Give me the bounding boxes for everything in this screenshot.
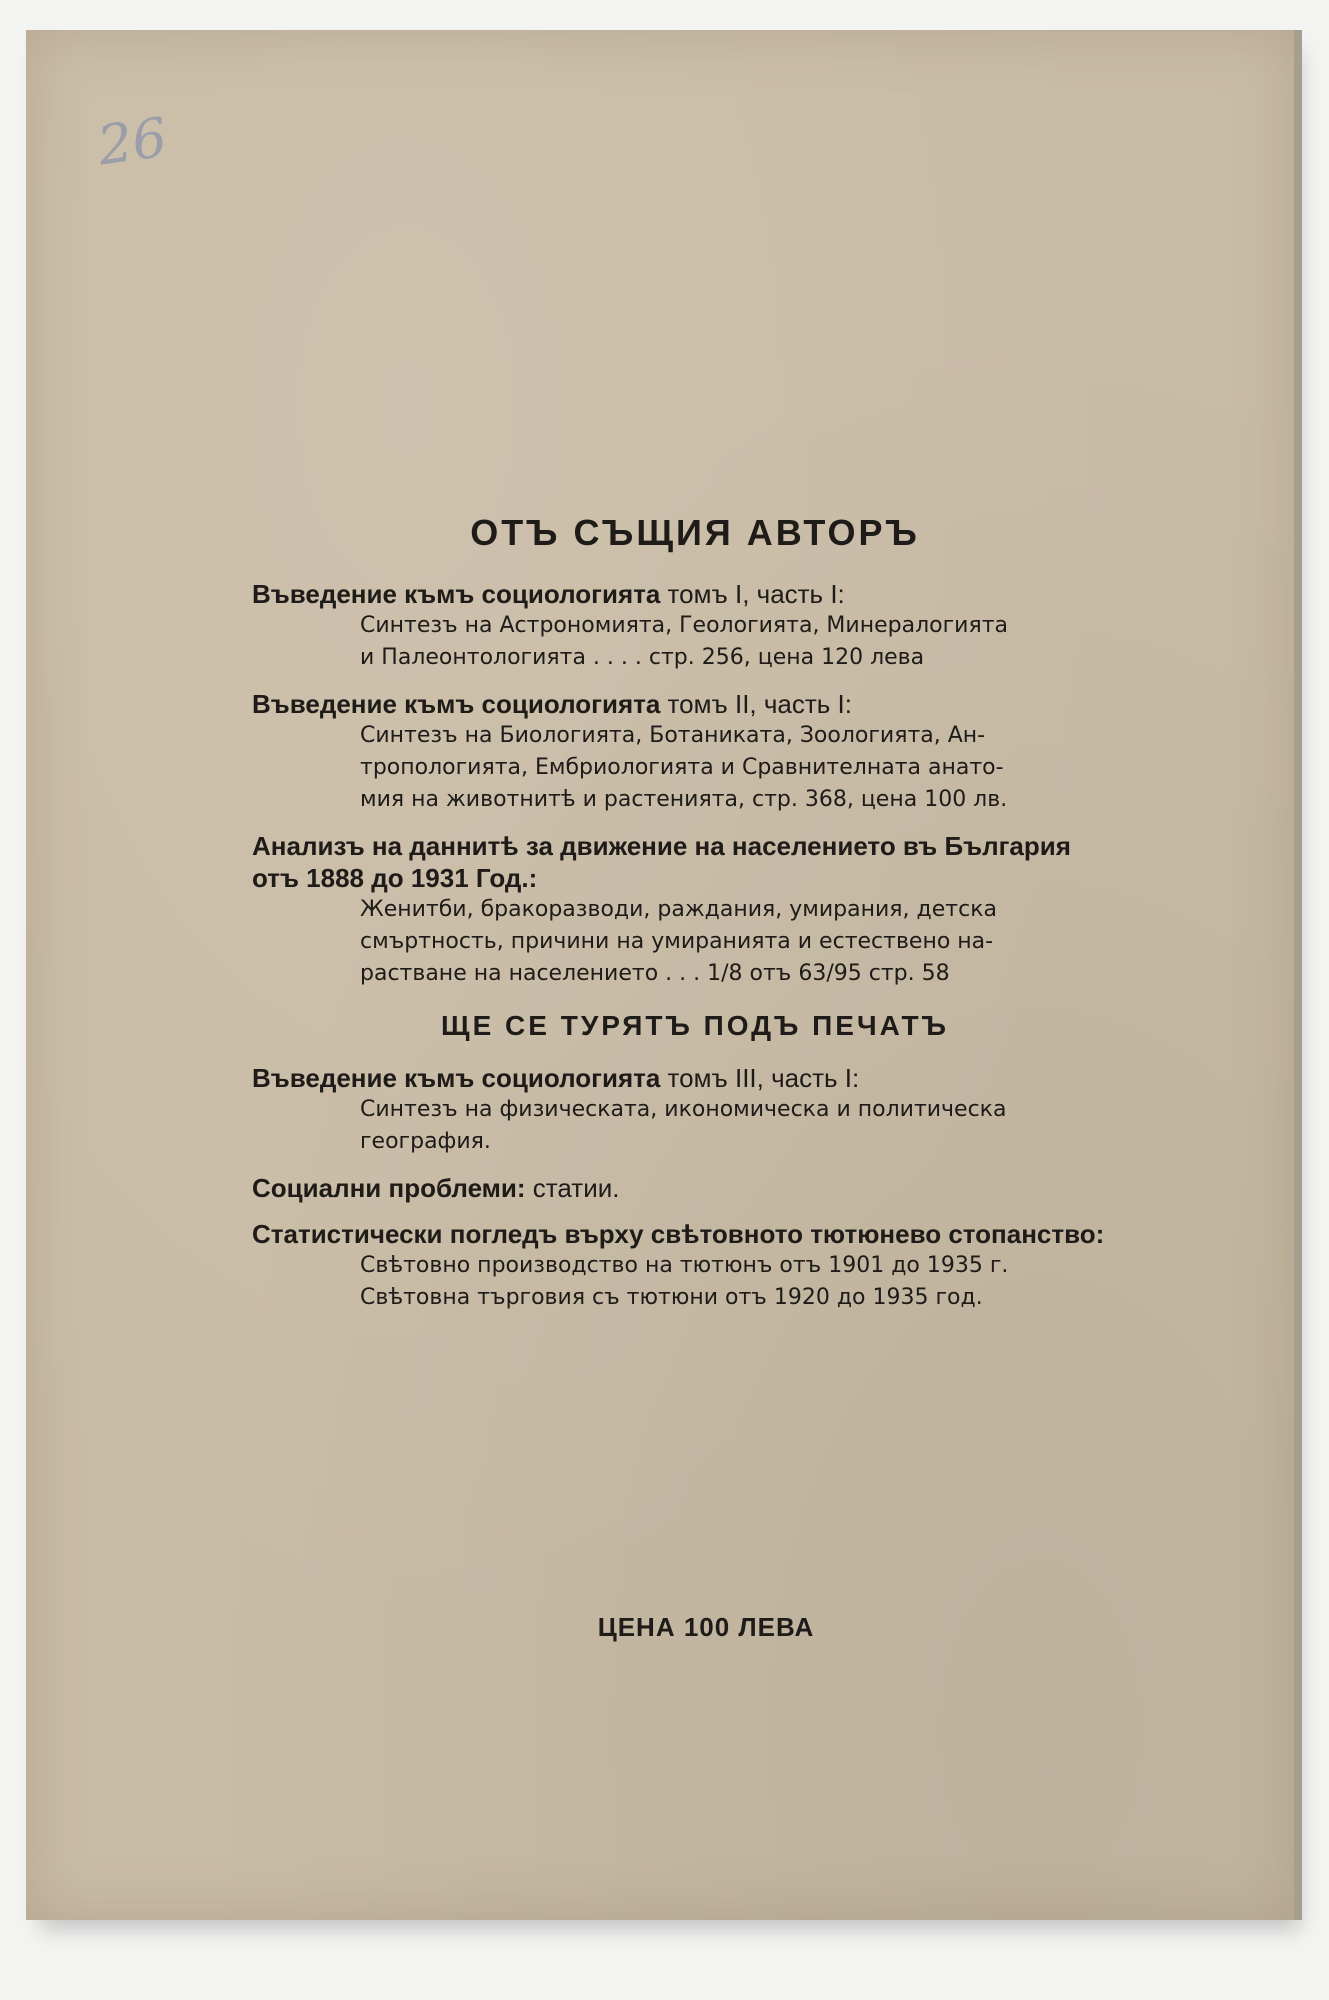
description-line: Синтезъ на Биологията, Ботаниката, Зоологията, Ан-: [360, 723, 986, 748]
description-line: Свѣтовна търговия съ тютюни отъ 1920 до 1935 год.: [360, 1285, 983, 1310]
book-title-bold: Анализъ на даннитѣ за движение на населението въ България отъ 1888 до 1931 Год.:: [252, 831, 1071, 893]
book-title-rest: статии.: [525, 1173, 620, 1203]
description-line: Свѣтовно производство на тютюнъ отъ 1901 до 1935 г.: [360, 1253, 1009, 1278]
book-description: [360, 894, 1116, 990]
description-line: тропологията, Ембриологията и Сравнителната анато-: [360, 755, 1004, 780]
forthcoming-entry: [252, 1172, 1116, 1204]
book-description: [360, 610, 1116, 674]
book-back-cover: [26, 30, 1302, 1920]
book-entry: [252, 688, 1116, 816]
description-line: география.: [360, 1129, 491, 1154]
description-line: смъртность, причини на умиранията и естествено на-: [360, 929, 994, 954]
book-title-bold: Въведение къмъ социологията: [252, 689, 661, 719]
book-description: [360, 1094, 1116, 1158]
price-label: ЦЕНА 100 ЛЕВА: [597, 1612, 815, 1642]
book-title: [252, 1172, 1116, 1204]
book-title-rest: томъ II, часть I:: [660, 689, 853, 719]
book-title: [252, 830, 1116, 894]
handwritten-note: 26: [93, 105, 171, 178]
main-heading: ОТЪ СЪЩИЯ АВТОРЪ: [470, 512, 920, 553]
book-title-rest: томъ III, часть I:: [660, 1063, 860, 1093]
cover-content: [252, 512, 1116, 1642]
book-title-rest: томъ I, часть I:: [660, 579, 845, 609]
description-line: и Палеонтологията . . . . стр. 256, цена 120 лева: [360, 645, 925, 670]
book-title: [252, 578, 1116, 610]
forthcoming-entry: [252, 1062, 1116, 1158]
forthcoming-entry: [252, 1218, 1116, 1314]
book-entry: [252, 578, 1116, 674]
book-title: [252, 688, 1116, 720]
description-line: Синтезъ на физическата, икономическа и политическа: [360, 1097, 1007, 1122]
book-title-bold: Въведение къмъ социологията: [252, 1063, 661, 1093]
book-description: [360, 1250, 1116, 1314]
book-title: [252, 1218, 1116, 1250]
forthcoming-heading: ЩЕ СЕ ТУРЯТЪ ПОДЪ ПЕЧАТЪ: [441, 1010, 949, 1041]
description-line: растване на населението . . . 1/8 отъ 63/95 стр. 58: [360, 961, 950, 986]
description-line: Женитби, бракоразводи, раждания, умирания, детска: [360, 897, 997, 922]
book-title-bold: Социални проблеми:: [252, 1173, 526, 1203]
book-entry: [252, 830, 1116, 990]
description-line: мия на животнитѣ и растенията, стр. 368, цена 100 лв.: [360, 787, 1008, 812]
book-title-bold: Въведение къмъ социологията: [252, 579, 661, 609]
description-line: Синтезъ на Астрономията, Геологията, Минералогията: [360, 613, 1008, 638]
book-description: [360, 720, 1116, 816]
book-title-bold: Статистически погледъ върху свѣтовното тютюнево стопанство:: [252, 1219, 1105, 1249]
book-title: [252, 1062, 1116, 1094]
